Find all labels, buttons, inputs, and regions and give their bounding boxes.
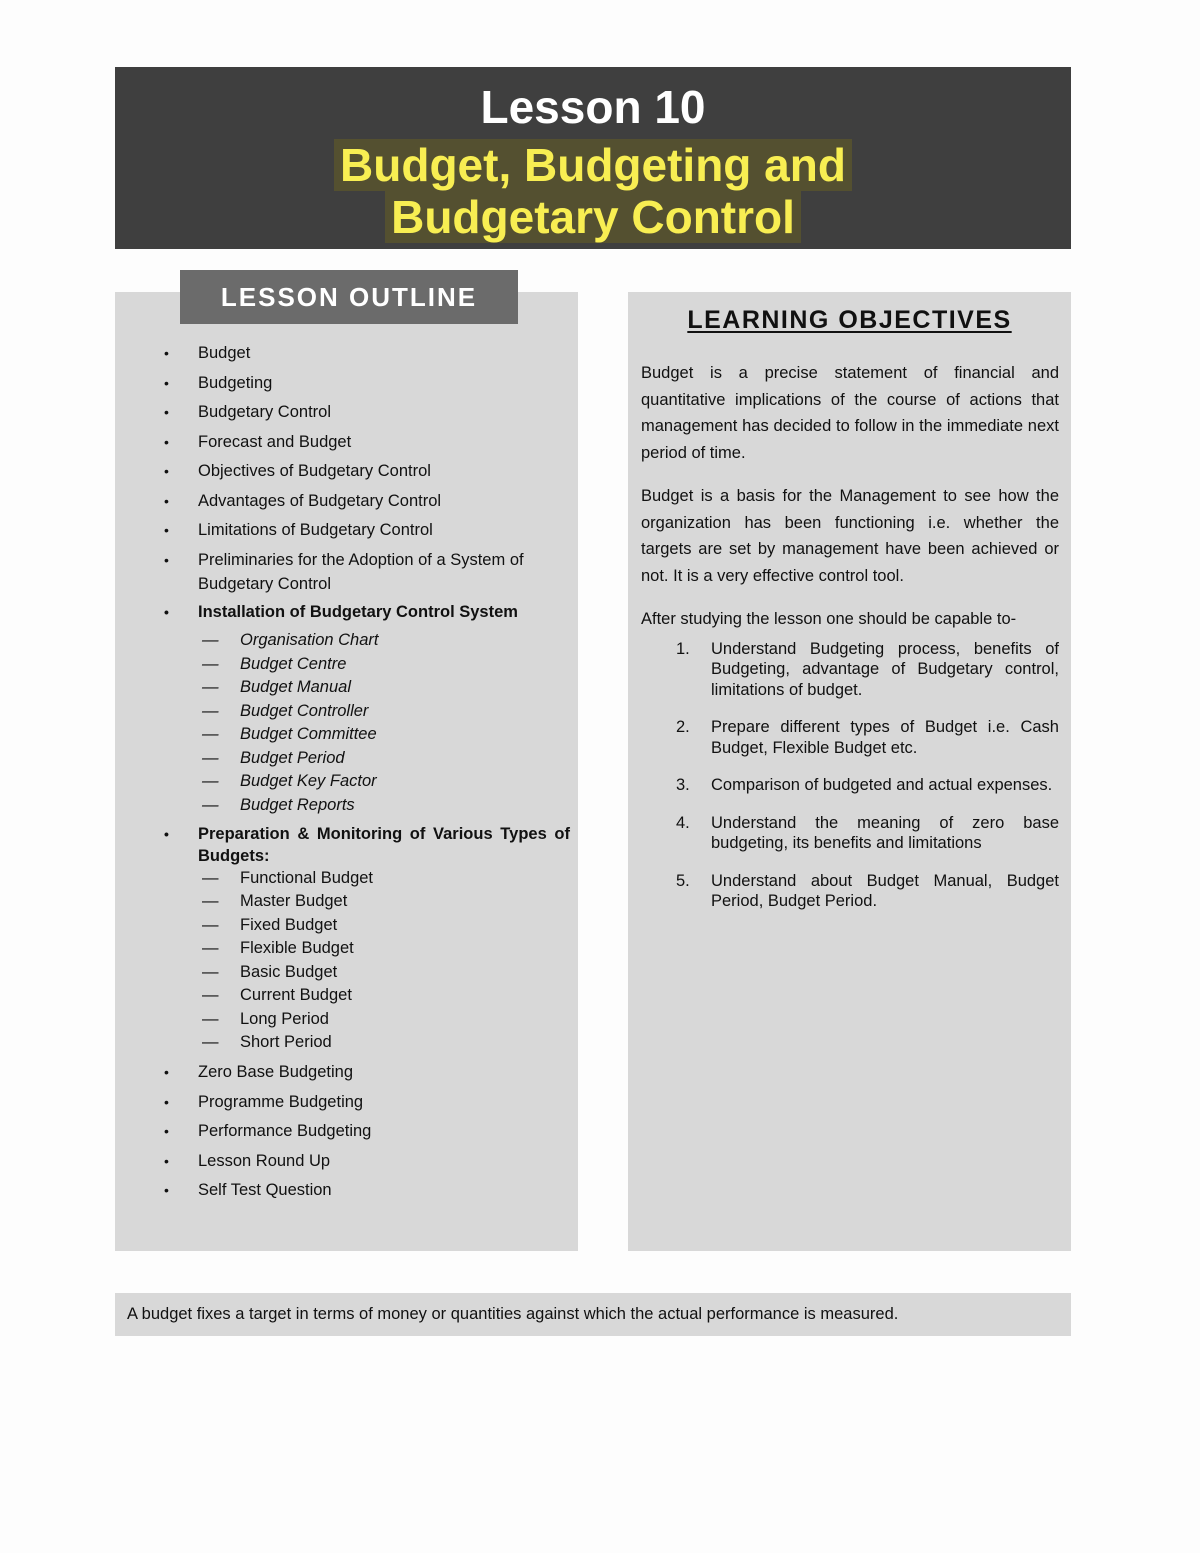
bullet-icon: • xyxy=(164,463,169,479)
lesson-title-line-2: Budgetary Control xyxy=(385,191,801,243)
sub-item: — Basic Budget xyxy=(202,962,338,981)
outline-item: • Programme Budgeting xyxy=(160,1090,570,1114)
sub-item: — Master Budget xyxy=(202,892,348,910)
objective-item: 5. Understand about Budget Manual, Budget Period, Budget Period. xyxy=(676,871,1059,910)
bullet-icon: • xyxy=(164,1064,169,1080)
objective-item: 1. Understand Budgeting process, benefits of Budgeting, advantage of Budgetary control, limitations of budget. xyxy=(676,639,1059,699)
outline-item: • Budgeting xyxy=(160,371,570,395)
learning-objectives-body xyxy=(641,360,1059,929)
objectives-paragraph-2: Budget is a basis for the Management to see how the organization has been functioning i.e. whether the targets are set by management have been achieved or not. It is a very effective control tool. xyxy=(641,487,1059,585)
preparation-sublist xyxy=(198,867,570,1055)
outline-item: • Objectives of Budgetary Control xyxy=(160,459,570,483)
sub-item: — Budget Manual xyxy=(202,678,351,696)
outline-item: • Advantages of Budgetary Control xyxy=(160,489,570,513)
outline-item: • Zero Base Budgeting xyxy=(160,1060,570,1084)
lesson-header xyxy=(115,67,1071,249)
installation-label: Installation of Budgetary Control System xyxy=(198,603,518,621)
outline-item: • Lesson Round Up xyxy=(160,1149,570,1173)
objective-item: 2. Prepare different types of Budget i.e. Cash Budget, Flexible Budget etc. xyxy=(676,718,1059,757)
lesson-outline-heading: LESSON OUTLINE xyxy=(180,270,518,324)
bullet-icon: • xyxy=(164,1093,169,1110)
installation-sublist xyxy=(198,629,570,817)
bullet-icon: • xyxy=(164,1182,169,1198)
learning-objectives-heading: LEARNING OBJECTIVES xyxy=(687,306,1012,334)
preparation-label: Preparation & Monitoring of Various Types of Budgets: xyxy=(198,824,570,865)
sub-item: — Budget Key Factor xyxy=(202,772,377,790)
sub-item: — Short Period xyxy=(202,1033,332,1051)
sub-item: — Budget Period xyxy=(202,748,345,767)
sub-item: — Budget Centre xyxy=(202,654,347,673)
outline-item: • Limitations of Budgetary Control xyxy=(160,518,570,542)
sub-item: — Budget Reports xyxy=(202,795,355,814)
sub-item: — Budget Committee xyxy=(202,725,377,743)
outline-item: • Self Test Question xyxy=(160,1178,570,1202)
objectives-paragraph-3: After studying the lesson one should be capable to- xyxy=(641,610,1017,628)
bullet-icon: • xyxy=(164,522,169,538)
objective-item: 3. Comparison of budgeted and actual expenses. xyxy=(676,776,1053,794)
bullet-icon: • xyxy=(164,433,169,450)
bullet-icon: • xyxy=(164,345,169,361)
sub-item: — Organisation Chart xyxy=(202,631,379,649)
sub-item: — Current Budget xyxy=(202,986,352,1004)
sub-item: — Long Period xyxy=(202,1009,329,1028)
objective-item: 4. Understand the meaning of zero base budgeting, its benefits and limitations xyxy=(676,813,1059,852)
bullet-icon: • xyxy=(164,1152,169,1169)
budget-definition-note: A budget fixes a target in terms of money or quantities against which the actual performance is measured. xyxy=(115,1293,1071,1336)
outline-item-installation xyxy=(160,601,570,817)
sub-item: — Fixed Budget xyxy=(202,915,338,934)
sub-item: — Budget Controller xyxy=(202,701,369,720)
outline-item: • Forecast and Budget xyxy=(160,430,570,454)
bullet-icon: • xyxy=(164,1123,169,1139)
objectives-list xyxy=(641,639,1059,912)
bullet-icon: • xyxy=(164,604,169,620)
bullet-icon: • xyxy=(164,404,169,420)
lesson-title-line-1: Budget, Budgeting and xyxy=(334,139,852,191)
outline-item-preparation xyxy=(160,823,570,1055)
outline-item: • Preliminaries for the Adoption of a System of Budgetary Control xyxy=(160,548,570,596)
lesson-outline-list xyxy=(160,341,570,1208)
bullet-icon: • xyxy=(164,374,169,391)
sub-item: — Functional Budget xyxy=(202,868,374,887)
outline-item: • Budgetary Control xyxy=(160,400,570,424)
objectives-paragraph-1: Budget is a precise statement of financial and quantitative implications of the course of actions that management has decided to follow in the immediate next period of time. xyxy=(641,364,1059,462)
bullet-icon: • xyxy=(164,492,169,509)
outline-item: • Performance Budgeting xyxy=(160,1119,570,1143)
sub-item: — Flexible Budget xyxy=(202,939,354,957)
bullet-icon: • xyxy=(164,825,169,842)
bullet-icon: • xyxy=(164,551,169,568)
lesson-number: Lesson 10 xyxy=(480,81,706,133)
outline-item: • Budget xyxy=(160,341,570,365)
